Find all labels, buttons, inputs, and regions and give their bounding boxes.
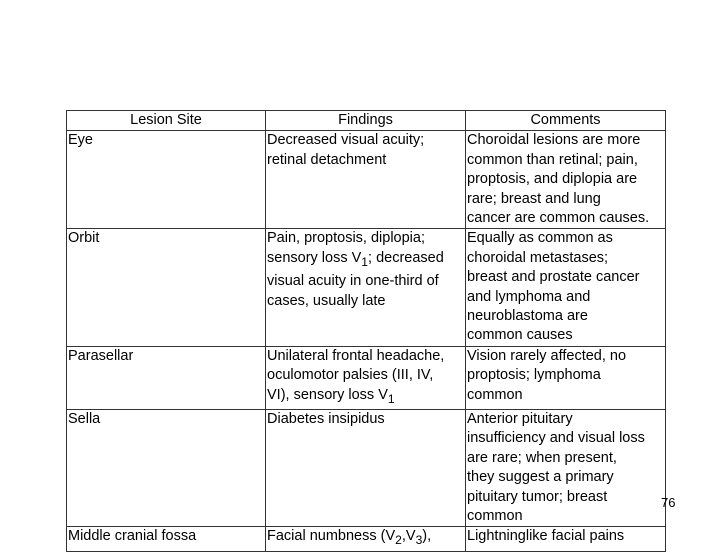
cell-site: Parasellar — [67, 346, 266, 409]
cell-comments: Vision rarely affected, no proptosis; lymphoma common — [466, 346, 666, 409]
cell-findings: Diabetes insipidus — [266, 409, 466, 526]
table-row — [67, 131, 666, 229]
header-lesion-site: Lesion Site — [67, 111, 266, 131]
header-comments: Comments — [466, 111, 666, 131]
cell-site: Eye — [67, 131, 266, 229]
cell-comments: Lightninglike facial pains — [466, 527, 666, 551]
cell-comments: Anterior pituitary insufficiency and visual loss are rare; when present, they suggest a primary pituitary tumor; breast common — [466, 409, 666, 526]
cell-findings: Pain, proptosis, diplopia; sensory loss $V_1$; decreased visual acuity in one-third of cases, usually late — [266, 229, 466, 346]
table-row — [67, 409, 666, 526]
cell-site: Middle cranial fossa — [67, 527, 266, 551]
table-row — [67, 229, 666, 346]
cell-comments: Equally as common as choroidal metastases; breast and prostate cancer and lymphoma and neuroblastoma are common causes — [466, 229, 666, 346]
table-row — [67, 527, 666, 551]
cell-comments: Choroidal lesions are more common than retinal; pain, proptosis, and diplopia are rare; breast and lung cancer are common causes. — [466, 131, 666, 229]
lesion-table — [66, 110, 666, 552]
cell-findings: Decreased visual acuity; retinal detachment — [266, 131, 466, 229]
cell-site: Orbit — [67, 229, 266, 346]
table-row — [67, 346, 666, 409]
cell-site: Sella — [67, 409, 266, 526]
table-header-row — [67, 111, 666, 131]
cell-findings: Unilateral frontal headache, oculomotor palsies (III, IV, VI), sensory loss $V_1$ — [266, 346, 466, 409]
header-findings: Findings — [266, 111, 466, 131]
cell-findings: Facial numbness $(V_2,V_3)$, — [266, 527, 466, 551]
page-number: 76 — [661, 495, 676, 510]
